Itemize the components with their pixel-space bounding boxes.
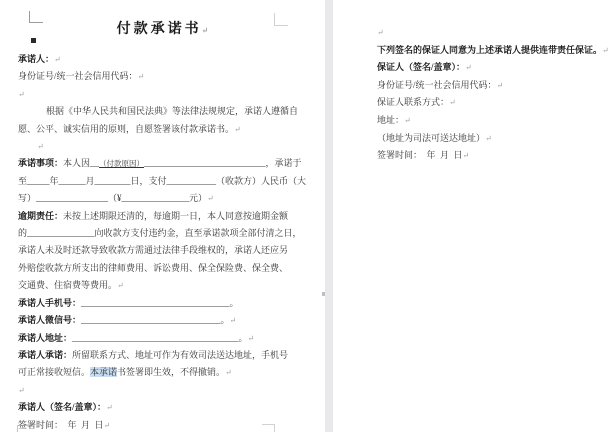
text-line xyxy=(377,59,615,77)
text-line xyxy=(377,42,615,60)
text-segment: ，承诺于 xyxy=(265,158,302,169)
paragraph-mark-icon: ↵ xyxy=(602,45,609,55)
text-line xyxy=(377,112,615,130)
text-line xyxy=(18,190,310,207)
text-line xyxy=(18,382,310,399)
text-line xyxy=(377,94,615,112)
text-segment: 保证人联系方式： xyxy=(377,97,450,108)
highlighted-text: 本承诺 xyxy=(90,367,118,378)
text-line xyxy=(18,86,310,103)
text-line xyxy=(18,330,310,347)
text-segment: （付款原因） xyxy=(99,159,145,169)
text-segment: 承诺人未及时还款导致收款方需通过法律手段维权的，承诺人还应另 xyxy=(18,245,289,256)
paragraph-mark-icon: ↵ xyxy=(106,403,113,413)
text-line xyxy=(18,277,310,294)
text-line xyxy=(18,173,310,190)
text-line xyxy=(377,24,615,42)
text-line xyxy=(18,417,310,432)
paragraph-mark-icon: ↵ xyxy=(485,133,492,143)
text-segment: __ xyxy=(90,158,100,169)
text-segment: 的_______________向收款方支付违约金，直至承诺款项全部付清之日， xyxy=(18,228,302,239)
text-segment: 保证人（签名/盖章）： xyxy=(377,62,466,73)
text-line xyxy=(18,138,310,155)
paragraph-mark-icon: ↵ xyxy=(117,281,124,291)
text-line xyxy=(18,260,310,277)
text-segment: 承诺事项： xyxy=(18,158,64,169)
page-2-body xyxy=(377,24,615,165)
paragraph-mark-icon: ↵ xyxy=(103,420,111,430)
paragraph-mark-icon: ↵ xyxy=(465,63,472,73)
document-title-text: 付款承诺书 xyxy=(116,22,202,37)
text-segment: （地址为司法可送达地址） xyxy=(377,132,486,143)
paragraph-mark-icon: ↵ xyxy=(377,28,384,37)
paragraph-mark-icon: ↵ xyxy=(449,98,456,108)
text-segment: 承诺人微信号： xyxy=(18,315,82,326)
text-line xyxy=(18,399,310,416)
text-segment: 书签署即生效，不得撤销。 xyxy=(117,367,226,378)
text-line xyxy=(18,68,310,85)
paragraph-mark-icon: ↵ xyxy=(496,80,504,90)
text-line xyxy=(377,147,615,165)
text-segment: 至_____年______月________日，支付___________（收款方）人民币（大 xyxy=(18,175,307,186)
paragraph-mark-icon: ↵ xyxy=(18,385,25,395)
text-line xyxy=(18,121,310,138)
paragraph-mark-icon: ↵ xyxy=(404,115,411,125)
page-gap xyxy=(325,0,333,432)
text-line xyxy=(377,130,615,148)
text-segment: 身份证号/统一社会信用代码： xyxy=(377,79,497,90)
paragraph-mark-icon: ↵ xyxy=(37,142,44,152)
paragraph-mark-icon: ↵ xyxy=(207,194,214,204)
text-segment: 签署时间： 年 月 日 xyxy=(377,150,463,161)
page-2 xyxy=(333,0,616,432)
text-line xyxy=(18,155,310,172)
text-segment: 逾期责任： xyxy=(18,210,64,221)
paragraph-mark-icon: ↵ xyxy=(462,151,470,161)
document-title xyxy=(18,22,310,39)
paragraph-mark-icon: ↵ xyxy=(247,333,255,343)
text-segment: ___________________________ xyxy=(144,158,266,169)
paragraph-mark-icon: ↵ xyxy=(229,316,237,326)
text-segment: 可正常接收短信。 xyxy=(18,367,91,378)
text-line xyxy=(18,208,310,225)
text-line xyxy=(18,295,310,312)
text-segment: 下列签名的保证人同意为上述承诺人提供连带责任保证。 xyxy=(377,44,603,55)
page-2-text-area[interactable] xyxy=(377,24,615,165)
text-line xyxy=(18,225,310,242)
text-segment: 根据《中华人民共和国民法典》等法律法规规定，承诺人遵循自 xyxy=(46,106,299,117)
text-line xyxy=(18,103,310,120)
text-line xyxy=(18,312,310,329)
text-segment: 身份证号/统一社会信用代码： xyxy=(18,71,138,82)
paragraph-mark-icon: ↵ xyxy=(18,89,25,99)
text-segment: 所留联系方式、地址可作为有效司法送达地址，手机号 xyxy=(72,349,289,360)
paragraph-mark-icon: ↵ xyxy=(54,55,61,64)
page-1-text-area[interactable] xyxy=(18,22,310,432)
text-segment: _____________________________________。 xyxy=(72,332,248,343)
text-line xyxy=(18,364,310,381)
text-segment: _______________________________。 xyxy=(81,315,230,326)
text-segment: 承诺人（签名/盖章）： xyxy=(18,402,107,413)
text-segment: 交通费、住宿费等费用。 xyxy=(18,280,118,291)
page-1-body xyxy=(18,51,310,432)
text-segment: 写）________________（¥_______________元） xyxy=(18,193,208,204)
paragraph-mark-icon: ↵ xyxy=(201,26,212,35)
text-segment: 承诺人承诺： xyxy=(18,349,73,360)
text-line xyxy=(18,51,310,68)
text-segment: 承诺人手机号： xyxy=(18,297,82,308)
paragraph-mark-icon: ↵ xyxy=(137,72,145,82)
text-segment: 签署时间： 年 月 日 xyxy=(18,419,104,430)
text-line xyxy=(377,77,615,95)
text-segment: 外赔偿收款方所支出的律师费用、诉讼费用、保全保险费、保全费、 xyxy=(18,262,289,273)
paragraph-mark-icon: ↵ xyxy=(234,124,241,134)
text-segment: 承诺人地址： xyxy=(18,332,73,343)
text-line xyxy=(18,242,310,259)
text-segment: 愿、公平、诚实信用的原则，自愿签署该付款承诺书。 xyxy=(18,123,235,134)
text-line xyxy=(18,347,310,364)
text-segment: 地址： xyxy=(377,114,405,125)
text-segment: 本人因 xyxy=(63,158,91,169)
text-segment: 未按上述期限还清的，每逾期一日，本人同意按逾期金额 xyxy=(63,210,289,221)
text-segment: 承诺人： xyxy=(18,54,55,64)
page-edge-speck xyxy=(322,292,325,296)
paragraph-mark-icon: ↵ xyxy=(225,368,232,378)
text-segment: _________________________________。 xyxy=(81,297,239,308)
